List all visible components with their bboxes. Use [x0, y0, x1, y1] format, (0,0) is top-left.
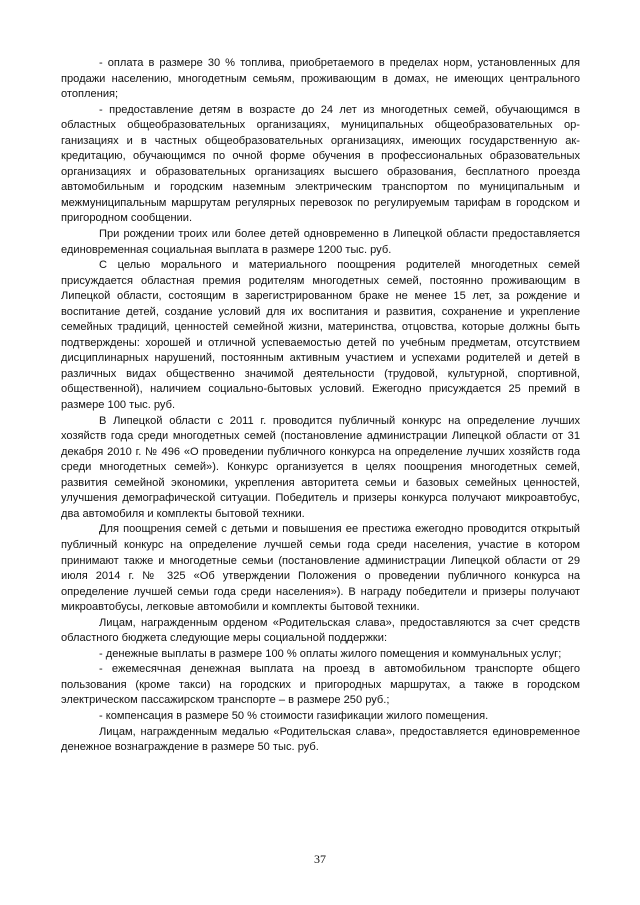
paragraph-family-of-year-contest: Для поощрения семей с детьми и повышения ее престижа ежегодно проводится открытый публичный конкурс на определение лучшей семьи года среди населения, участие в котором принимают также и многодетные семьи (постановление администрации Липецкой области от 29 июля 2014 г. № 325 «Об утверждении Положения о проведении публичного конкурса на определение лучшей семьи года среди населения»). В награду победители и призеры получают микроавтобусы, легковые автомобили и комплекты бытовой техники.: [61, 523, 580, 614]
paragraph-fuel-payment: - оплата в размере 30 % топлива, приобретаемого в пределах норм, установленных для продажи населению, многодетным семьям, проживающим в домах, не имеющих центрального отопления;: [61, 57, 580, 101]
paragraph-transport-payment: - ежемесячная денежная выплата на проезд в автомобильном транспорте общего пользования (кроме такси) на городских и пригородных маршрутах, а также в городском электрическом пассажирском транспорте – в размере 250 руб.;: [61, 663, 580, 707]
paragraph-farmstead-contest: В Липецкой области с 2011 г. проводится публичный конкурс на определение лучших хозяйств года среди многодетных семей (постановление администрации Липецкой области от 31 декабря 2010 г. № 496 «О проведении публичного конкурса на определение лучших хозяйств года среди многодетных семей»). Конкурс организуется в целях поощрения многодетных семей, развития семейной экономики, укрепления авторитета семьи и базовых семейных ценностей, улучшения демографической ситуации. Победитель и призеры конкурса получают микроавтобус, два автомобиля и комплекты бытовой техники.: [61, 414, 580, 520]
paragraph-gasification-compensation: - компенсация в размере 50 % стоимости газификации жилого помещения.: [99, 709, 489, 722]
paragraph-medal-holders: Лицам, награжденным медалью «Родительская слава», предоставляется единовременное денежное вознаграждение в размере 50 тыс. руб.: [61, 725, 580, 754]
paragraph-order-holders-intro: Лицам, награжденным орденом «Родительская слава», предоставляются за счет средств областного бюджета следующие меры социальной поддержки:: [61, 616, 580, 645]
paragraph-housing-payment: - денежные выплаты в размере 100 % оплаты жилого помещения и коммунальных услуг;: [99, 647, 562, 660]
paragraph-triplets-payment: При рождении троих или более детей одновременно в Липецкой области предоставляется единовременная социальная выплата в размере 1200 тыс. руб.: [61, 228, 580, 256]
page-number: 37: [314, 852, 326, 866]
body-text: [61, 56, 580, 756]
paragraph-free-travel-students: - предоставление детям в возрасте до 24 лет из многодетных семей, обучающимся в областных общеобразовательных организациях, муниципальных общеобразовательных организациях и в частных общеобразовательных организациях, имеющих государственную аккредитацию, обучающимся по очной форме обучения в профессиональных образовательных организациях и образовательных организациях высшего образования, бесплатного проезда автомобильным и городским наземным электрическим транспортом по муниципальным и межмуниципальным маршрутам регулярных перевозок по регулируемым тарифам в городском и пригородном сообщении.: [61, 103, 580, 225]
paragraph-regional-award: С целью морального и материального поощрения родителей многодетных семей присуждается областная премия родителям многодетных семей, постоянно проживающим в Липецкой области, состоящим в зарегистрированном браке не менее 15 лет, за рождение и воспитание детей, создание условий для их воспитания и развития, сохранение и укрепление семейных традиций, ценностей семейной жизни, материнства, отцовства, которые должны быть подтверждены: хорошей и отличной успеваемостью детей по учебным предметам, отсутствием дисциплинарных нарушений, постоянным активным участием и успехами родителей и детей в различных видах общественно значимой деятельности (трудовой, культурной, спортивной, общественной), наличием социально-бытовых условий. Ежегодно присуждается 25 премий в размере 100 тыс. руб.: [61, 259, 580, 412]
